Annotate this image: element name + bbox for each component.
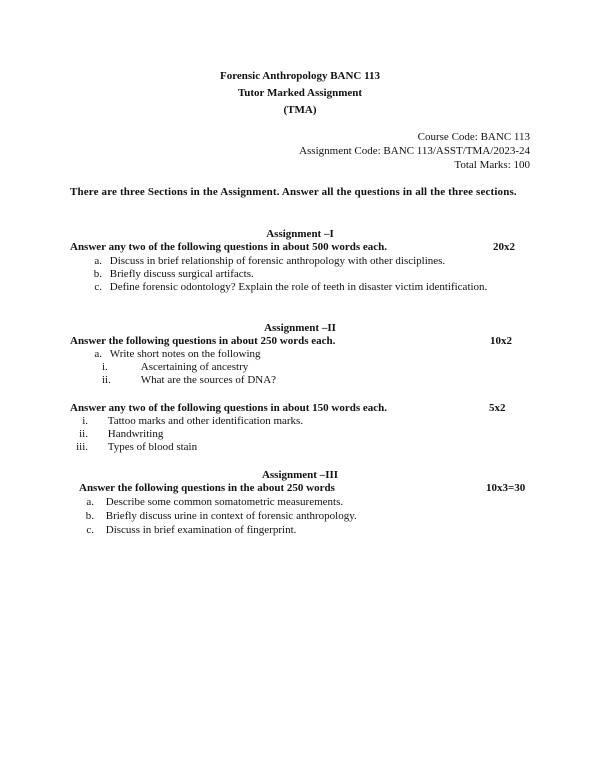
list-marker: b.: [93, 268, 102, 280]
assignment-2-instruction: Answer the following questions in about 250 words each.: [70, 335, 336, 347]
list-marker: a.: [86, 496, 94, 508]
list-item: [82, 510, 357, 522]
list-item: [72, 428, 163, 440]
assignment-code: Assignment Code: BANC 113/ASST/TMA/2023-24: [299, 145, 530, 157]
assignment-2-instruction-2: Answer any two of the following questions in about 150 words each.: [70, 402, 387, 414]
assignment-1-marks: 20x2: [493, 241, 515, 253]
list-item: [90, 255, 445, 267]
list-marker: a.: [94, 255, 102, 267]
document-subtitle: Tutor Marked Assignment: [237, 87, 363, 99]
list-item-text: Tattoo marks and other identification marks.: [107, 415, 304, 427]
assignment-2-marks: 10x2: [490, 335, 512, 347]
list-item: [82, 496, 343, 508]
assignment-2-heading: Assignment –II: [264, 322, 336, 334]
assignment-2-marks-2: 5x2: [489, 402, 506, 414]
list-marker: iii.: [76, 441, 88, 453]
list-item-text: Briefly discuss surgical artifacts.: [109, 268, 254, 280]
list-item-text: Discuss in brief examination of fingerprint.: [105, 524, 297, 536]
list-item: [102, 361, 248, 373]
list-item: [102, 374, 276, 386]
list-item-text: Define forensic odontology? Explain the role of teeth in disaster victim identification.: [109, 281, 488, 293]
list-item: [90, 348, 261, 360]
list-marker: c.: [94, 281, 102, 293]
document-abbreviation: (TMA): [283, 104, 317, 116]
list-marker: c.: [86, 524, 94, 536]
list-item: [72, 441, 197, 453]
intro-instructions: There are three Sections in the Assignment. Answer all the questions in all the three sections.: [70, 186, 517, 198]
list-marker: ii.: [79, 428, 88, 440]
list-marker: i.: [82, 415, 88, 427]
assignment-3-marks: 10x3=30: [486, 482, 526, 494]
list-item: [82, 524, 296, 536]
assignment-3-instruction: Answer the following questions in the about 250 words: [79, 482, 335, 494]
list-item-text: What are the sources of DNA?: [140, 374, 277, 386]
assignment-1-heading: Assignment –I: [266, 228, 334, 240]
assignment-1-instruction: Answer any two of the following questions in about 500 words each.: [70, 241, 387, 253]
list-item-text: Types of blood stain: [107, 441, 198, 453]
list-item-text: Discuss in brief relationship of forensic anthropology with other disciplines.: [109, 255, 446, 267]
list-item: [90, 281, 487, 293]
total-marks: Total Marks: 100: [454, 159, 530, 171]
list-item-text: Write short notes on the following: [109, 348, 261, 360]
list-item: [90, 268, 254, 280]
list-item-text: Ascertaining of ancestry: [140, 361, 249, 373]
list-item: [72, 415, 303, 427]
list-marker: b.: [85, 510, 94, 522]
course-code: Course Code: BANC 113: [417, 131, 530, 143]
list-marker: i.: [102, 361, 108, 373]
list-item-text: Briefly discuss urine in context of forensic anthropology.: [105, 510, 357, 522]
assignment-3-heading: Assignment –III: [261, 469, 339, 481]
list-item-text: Describe some common somatometric measurements.: [105, 496, 344, 508]
list-item-text: Handwriting: [107, 428, 164, 440]
list-marker: a.: [94, 348, 102, 360]
document-title: Forensic Anthropology BANC 113: [219, 70, 381, 82]
list-marker: ii.: [102, 374, 111, 386]
